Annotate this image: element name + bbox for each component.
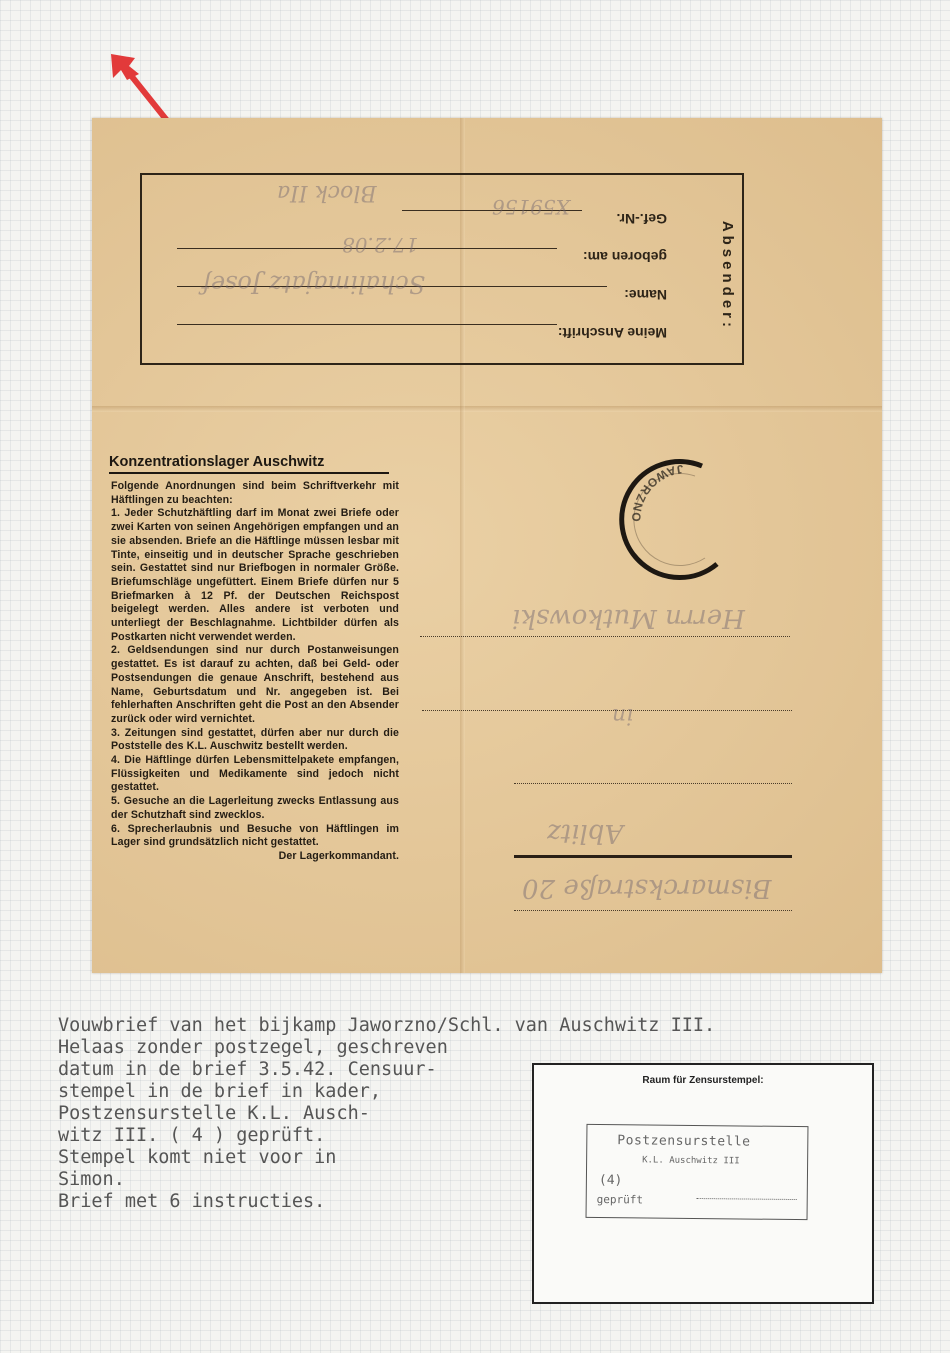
rules-paragraph: Folgende Anordnungen sind beim Schriftverkehr mit Häftlingen zu beachten: bbox=[111, 480, 399, 506]
address-handwriting: Herrn Mutkowski bbox=[512, 603, 745, 633]
address-line bbox=[422, 710, 792, 711]
caption-line: witz III. ( 4 ) geprüft. bbox=[58, 1125, 326, 1146]
sender-label-number: Gef.-Nr. bbox=[616, 211, 667, 227]
caption-line: Helaas zonder postzegel, geschreven bbox=[58, 1037, 448, 1058]
rules-paragraph: 6. Sprecherlaubnis und Besuche von Häftlingen im Lager sind grundsätzlich nicht gestattet. bbox=[111, 822, 399, 849]
address-line-bold bbox=[514, 855, 792, 858]
address-line bbox=[420, 636, 790, 637]
postmark-stamp bbox=[607, 446, 737, 596]
svg-text:JAWORZNO bbox=[629, 462, 685, 524]
rules-paragraph: 1. Jeder Schutzhäftling darf im Monat zwei Briefe oder zwei Karten von seinen Angehörigen empfangen und an sie absenden. Briefe an die Häftlinge müssen lesbar mit Tinte, einseitig und in deutscher Sprache geschrieben sein. Gestattet sind nur Briefbogen in normaler Größe. Briefumschläge ungefüttert. Einem Briefe dürfen nur 5 Briefmarken à 12 Pf. der Deutschen Reichspost beigelegt werden. Alles andere ist verboten und unterliegt der Beschlagnahme. Lichtbilder dürfen als Postkarten nicht verwendet werden. bbox=[111, 507, 399, 643]
sender-box bbox=[140, 173, 744, 365]
rules-paragraph: 5. Gesuche an die Lagerleitung zwecks Entlassung aus der Schutzhaft sind zwecklos. bbox=[111, 795, 399, 821]
handwriting-number: X59156 bbox=[492, 195, 570, 219]
absender-heading: Absender: bbox=[719, 220, 736, 331]
handwriting-birth: 17.2.08 bbox=[342, 233, 419, 257]
censor-stamp-checked: geprüft bbox=[596, 1192, 644, 1207]
rules-text bbox=[111, 480, 399, 864]
censor-stamp-line1: Postzensurstelle bbox=[617, 1133, 751, 1150]
handwriting-name: Schalimajatz Josef bbox=[202, 270, 426, 298]
sender-label-address: Meine Anschrift: bbox=[557, 325, 667, 341]
folded-letter bbox=[92, 118, 882, 973]
censor-stamp-detail bbox=[532, 1063, 874, 1304]
rules-paragraph: 4. Die Häftlinge dürfen Lebensmittelpakete empfangen, Flüssigkeiten und Medikamente sind jedoch nicht gestattet. bbox=[111, 754, 399, 794]
censor-stamp bbox=[586, 1124, 809, 1220]
caption-line: Brief met 6 instructies. bbox=[58, 1191, 326, 1212]
address-line bbox=[514, 783, 792, 784]
caption-line: Stempel komt niet voor in bbox=[58, 1147, 337, 1168]
address-handwriting: in bbox=[612, 703, 634, 728]
caption-line: Postzensurstelle K.L. Ausch- bbox=[58, 1103, 370, 1124]
rules-closing: Der Lagerkommandant. bbox=[278, 849, 399, 862]
sender-label-name: Name: bbox=[624, 287, 667, 303]
censor-stamp-number: (4) bbox=[598, 1172, 623, 1189]
sender-label-birth: geboren am: bbox=[582, 249, 667, 265]
postmark-text: JAWORZNO bbox=[628, 461, 685, 524]
address-line bbox=[514, 910, 792, 911]
address-handwriting: Ablitz bbox=[547, 818, 624, 848]
caption-line: datum in de brief 3.5.42. Censuur- bbox=[58, 1059, 437, 1080]
fold-crease bbox=[92, 406, 882, 412]
sender-line bbox=[177, 324, 557, 325]
rules-title: Konzentrationslager Auschwitz bbox=[109, 454, 389, 474]
censor-title: Raum für Zensurstempel: bbox=[642, 1075, 764, 1086]
caption-line: stempel in de brief in kader, bbox=[58, 1081, 382, 1102]
caption-line: Vouwbrief van het bijkamp Jaworzno/Schl. van Auschwitz III. bbox=[58, 1015, 716, 1036]
censor-stamp-line2: K.L. Auschwitz III bbox=[642, 1155, 740, 1167]
censor-signature-line bbox=[697, 1198, 797, 1200]
rules-paragraph: 2. Geldsendungen sind nur durch Postanweisungen gestattet. Es ist darauf zu achten, daß bei Geld- oder Postsendungen die genaue Anschrift, bestehend aus Name, Geburtsdatum und Nr. angegeben ist. Bei fehlerhaften Anschriften geht die Post an den Absender zurück oder wird vernichtet. bbox=[111, 644, 399, 725]
address-handwriting: Bismarckstraße 20 bbox=[522, 873, 772, 903]
caption-line: Simon. bbox=[58, 1169, 125, 1190]
rules-paragraph: 3. Zeitungen sind gestattet, dürfen aber nur durch die Poststelle des K.L. Auschwitz bestellt werden. bbox=[111, 726, 399, 753]
handwriting-block: Block IIa bbox=[277, 180, 377, 205]
